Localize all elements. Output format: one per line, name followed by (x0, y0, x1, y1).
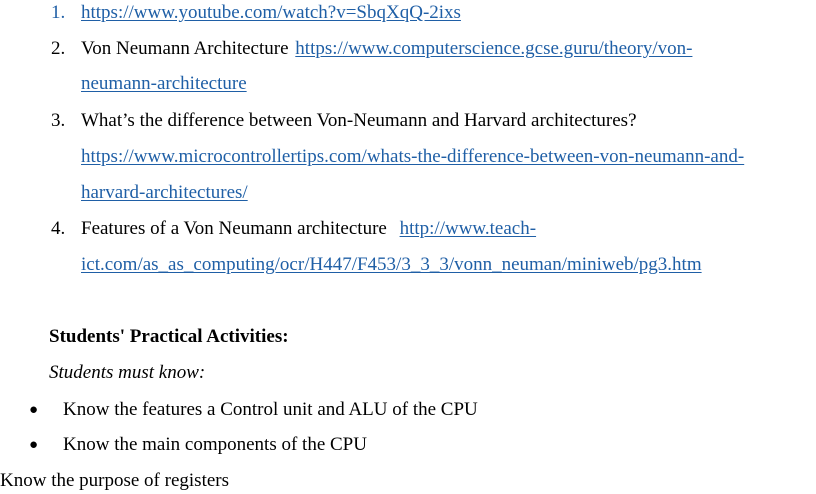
reference-item-3-link-line (81, 146, 744, 168)
reference-title: Von Neumann Architecture (81, 38, 289, 59)
microcontrollertips-link[interactable]: https://www.microcontrollertips.com/whats-the-difference-between-von-neumann-and- (81, 146, 745, 167)
bullet-icon: ● (29, 402, 39, 418)
list-number: 4. (51, 218, 66, 239)
bullet-item: Know the main components of the CPU (63, 434, 367, 455)
list-number: 3. (51, 110, 66, 131)
reference-item-4-continued (81, 254, 702, 276)
reference-item-1 (81, 2, 461, 24)
computerscience-gcse-link[interactable]: https://www.computerscience.gcse.guru/theory/von- (295, 38, 693, 59)
reference-title: Features of a Von Neumann architecture (81, 218, 387, 239)
microcontrollertips-link-continued[interactable]: harvard-architectures/ (81, 182, 248, 203)
activities-heading: Students' Practical Activities: (49, 326, 289, 347)
trailing-text: Know the purpose of registers (0, 470, 230, 491)
reference-item-3 (81, 110, 637, 132)
activities-subheading: Students must know: (49, 362, 206, 383)
teach-ict-link[interactable]: http://www.teach- (399, 218, 537, 239)
list-number: 1. (51, 2, 66, 23)
teach-ict-link-continued[interactable]: ict.com/as_as_computing/ocr/H447/F453/3_3_3/vonn_neuman/miniweb/pg3.htm (81, 254, 702, 275)
reference-title: What’s the difference between Von-Neumann and Harvard architectures? (81, 110, 637, 131)
reference-item-2-continued (81, 73, 247, 95)
reference-item-2 (81, 38, 692, 60)
computerscience-gcse-link-continued[interactable]: neumann-architecture (81, 73, 247, 94)
youtube-link[interactable]: https://www.youtube.com/watch?v=SbqXqQ-2ixs (81, 2, 461, 23)
bullet-icon: ● (29, 437, 39, 453)
reference-item-3-link-continued (81, 182, 248, 204)
list-number: 2. (51, 38, 66, 59)
bullet-item: Know the features a Control unit and ALU of the CPU (63, 399, 478, 420)
reference-item-4 (81, 218, 536, 240)
